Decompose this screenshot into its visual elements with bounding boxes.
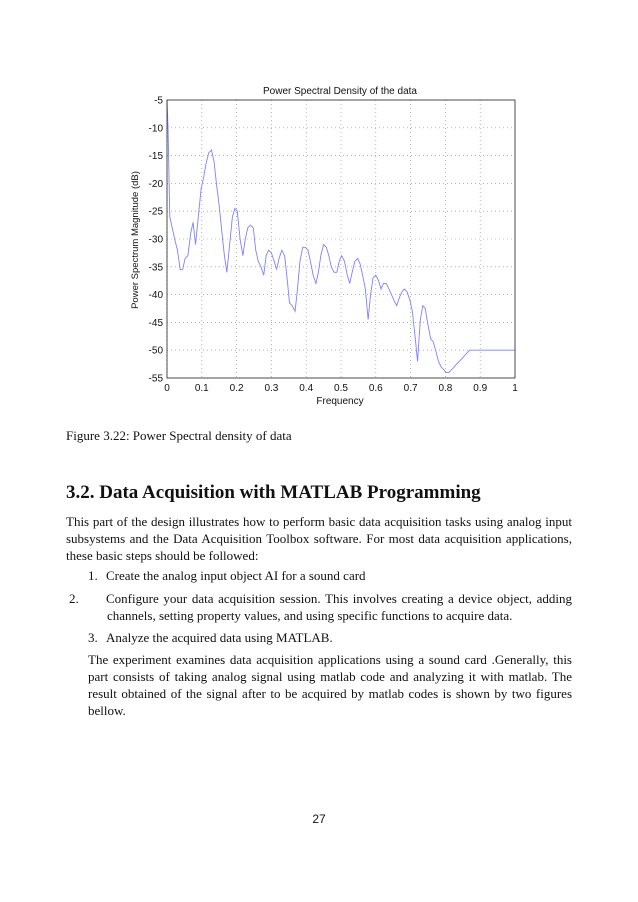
y-tick-label: -10 (148, 123, 163, 135)
x-tick-label: 0.9 (473, 383, 488, 394)
x-tick-label: 1 (512, 383, 518, 394)
y-tick-label: -40 (148, 290, 163, 302)
x-tick-label: 0 (164, 383, 170, 394)
x-tick-label: 0.6 (368, 383, 383, 394)
y-tick-label: -55 (148, 373, 163, 385)
x-axis-ticks (164, 383, 518, 394)
y-tick-label: -5 (154, 95, 163, 107)
chart-title: Power Spectral Density of the data (263, 86, 417, 97)
intro-paragraph: This part of the design illustrates how to perform basic data acquisition tasks using analog input subsystems and the Data Acquisition Toolbox software. For most data acquisition applications, these basic steps should be followed: (66, 514, 572, 563)
list-item (88, 567, 572, 584)
list-item-text: Analyze the acquired data using MATLAB. (106, 630, 333, 645)
y-tick-label: -50 (148, 345, 163, 357)
psd-chart (110, 78, 540, 418)
list-item (88, 629, 572, 646)
figure-caption: Figure 3.22: Power Spectral density of data (66, 428, 292, 443)
y-tick-label: -15 (148, 151, 163, 163)
y-axis-ticks (149, 96, 164, 385)
x-tick-label: 0.8 (438, 383, 453, 394)
list-item-number: 3. (88, 630, 98, 645)
x-tick-label: 0.2 (229, 383, 244, 394)
y-tick-label: -25 (148, 206, 163, 218)
y-tick-label: -20 (148, 178, 163, 190)
list-item-number: 2. (69, 591, 79, 606)
section-heading: 3.2. Data Acquisition with MATLAB Programming (66, 482, 481, 503)
y-tick-label: -35 (148, 262, 163, 274)
list-item-text: Create the analog input object AI for a sound card (106, 568, 366, 583)
y-tick-label: -45 (148, 317, 163, 329)
x-tick-label: 0.5 (334, 383, 348, 394)
list-item-number: 1. (88, 568, 98, 583)
x-tick-label: 0.4 (299, 383, 314, 394)
x-tick-label: 0.7 (403, 383, 418, 394)
chart-ylabel: Power Spectrum Magnitude (dB) (130, 171, 141, 309)
conclusion-paragraph: The experiment examines data acquisition applications using a sound card .Generally, this part consists of taking analog signal using matlab code and analyzing it with matlab. The result obtained of the signal after to be acquired by matlab codes is shown by two figures bellow. (88, 652, 572, 718)
x-tick-label: 0.1 (194, 383, 209, 394)
chart-grid (167, 100, 515, 378)
list-item-text: Configure your data acquisition session. This involves creating a device object, adding channels, setting property values, and using specific functions to acquire data. (106, 591, 572, 623)
y-tick-label: -30 (148, 234, 163, 246)
page-number: 27 (312, 812, 326, 826)
x-tick-label: 0.3 (264, 383, 279, 394)
list-item (69, 590, 572, 624)
chart-xlabel: Frequency (316, 396, 364, 407)
